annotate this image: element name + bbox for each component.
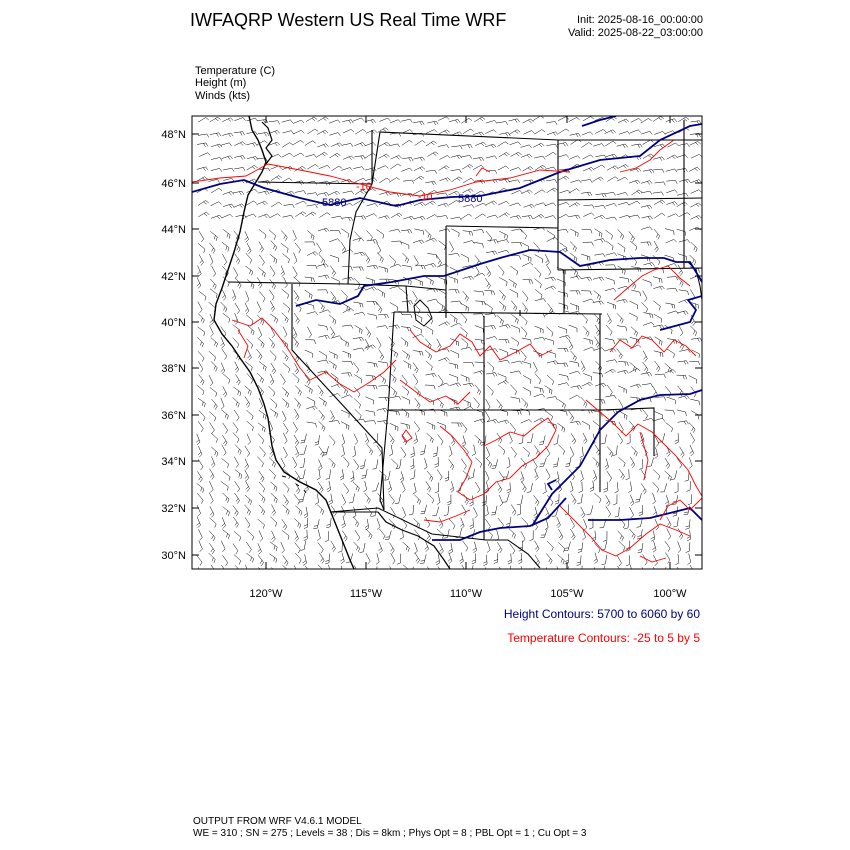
model-output-info: OUTPUT FROM WRF V4.6.1 MODEL <box>193 816 362 827</box>
height-contour-label: 5880 <box>322 197 347 209</box>
longitude-label: 105°W <box>550 588 584 600</box>
latitude-label: 34°N <box>161 456 186 468</box>
latitude-label: 48°N <box>161 129 186 141</box>
field-temperature: Temperature (C) <box>195 65 276 77</box>
longitude-label: 120°W <box>249 588 283 600</box>
latitude-label: 46°N <box>161 178 186 190</box>
pacific-coastline <box>214 116 354 569</box>
model-config-info: WE = 310 ; SN = 275 ; Levels = 38 ; Dis = 8km ; Phys Opt = 8 ; PBL Opt = 1 ; Cu Opt = 3 <box>193 828 587 839</box>
longitude-axis <box>249 116 687 600</box>
latitude-label: 38°N <box>161 363 186 375</box>
map-title: IWFAQRP Western US Real Time WRF <box>190 10 507 30</box>
latitude-label: 40°N <box>161 317 186 329</box>
temperature-contour-legend: Temperature Contours: -25 to 5 by 5 <box>507 631 700 645</box>
valid-time: Valid: 2025-08-22_03:00:00 <box>568 27 703 39</box>
map-frame <box>192 116 702 569</box>
height-contours <box>192 116 702 540</box>
temperature-contour-label: -10 <box>418 192 433 203</box>
height-contour-legend: Height Contours: 5700 to 6060 by 60 <box>503 607 700 621</box>
latitude-label: 32°N <box>161 503 186 515</box>
latitude-label: 42°N <box>161 271 186 283</box>
init-time: Init: 2025-08-16_00:00:00 <box>577 14 703 26</box>
latitude-label: 44°N <box>161 224 186 236</box>
longitude-label: 100°W <box>653 588 687 600</box>
longitude-label: 115°W <box>349 588 383 600</box>
field-winds: Winds (kts) <box>195 90 250 102</box>
height-contour-label: 5880 <box>458 193 483 205</box>
longitude-label: 110°W <box>449 588 483 600</box>
latitude-label: 36°N <box>161 410 186 422</box>
temperature-contours <box>192 140 702 562</box>
wind-barb-field <box>196 116 702 579</box>
great-salt-lake <box>414 300 432 326</box>
field-height: Height (m) <box>195 77 247 89</box>
wind-barbs <box>196 116 702 579</box>
temperature-contour-label: -10 <box>356 181 372 193</box>
latitude-label: 30°N <box>161 550 186 562</box>
mexico-border <box>330 508 540 568</box>
